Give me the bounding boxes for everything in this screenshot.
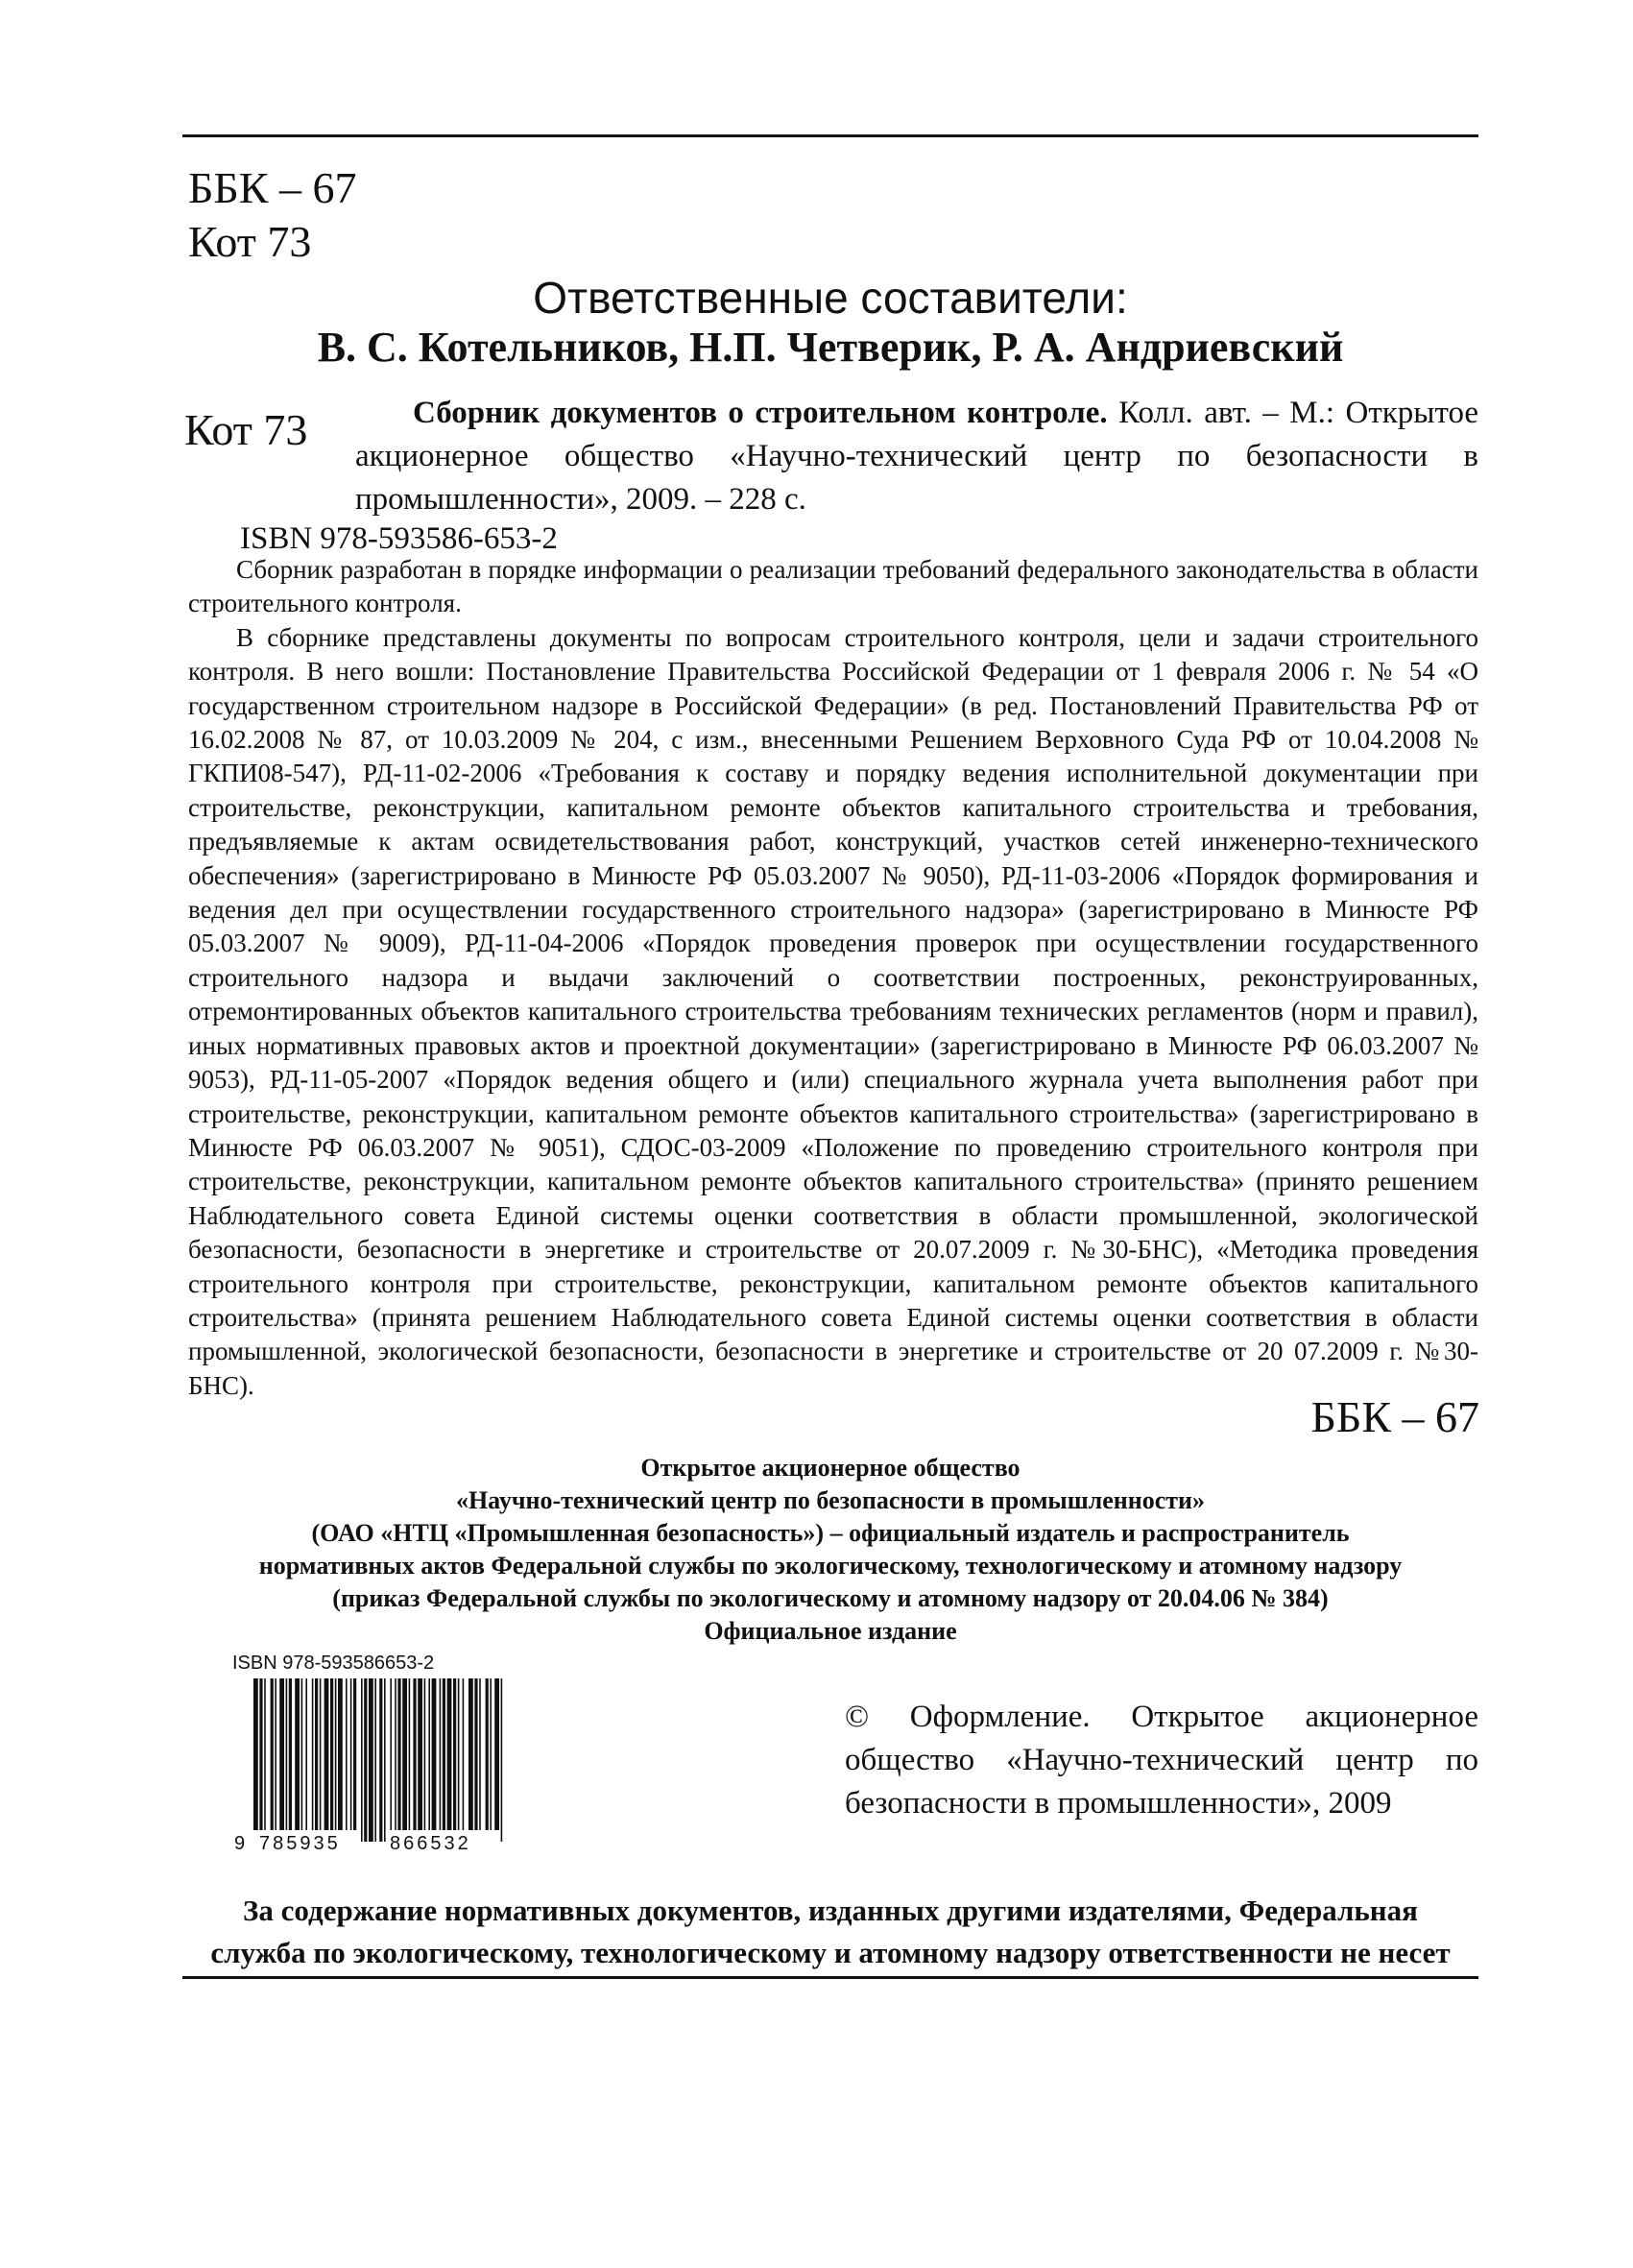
barcode-bar xyxy=(330,1678,333,1842)
responsible-compilers-title: Ответственные составители: xyxy=(533,273,1128,323)
disclaimer-line-2: служба по экологическому, технологическому и атомному надзору ответственности не несет xyxy=(210,1936,1451,1969)
barcode-bars xyxy=(253,1678,502,1842)
barcode-bar xyxy=(443,1678,445,1842)
barcode-bar xyxy=(413,1678,416,1842)
publisher-line-3: (ОАО «НТЦ «Промышленная безопасность») – официальный издатель и распространитель xyxy=(311,1519,1350,1547)
barcode-bar xyxy=(479,1678,481,1842)
bottom-rule xyxy=(182,1976,1478,1979)
barcode-bar xyxy=(286,1678,288,1842)
barcode-bar xyxy=(279,1678,284,1842)
barcode-bar xyxy=(305,1678,307,1842)
barcode-bar xyxy=(494,1678,499,1842)
book-description: Колл. авт. – М.: Открытое акционерное общество «Научно-технический центр по безопасности в промышленности», 2009. – 228 с. xyxy=(355,396,1478,517)
barcode-bar xyxy=(428,1678,430,1842)
barcode-bar xyxy=(364,1678,367,1842)
publisher-line-4: нормативных актов Федеральной службы по экологическому, технологическому и атомному надзору xyxy=(258,1552,1403,1580)
barcode-digits-right: 866532 xyxy=(390,1833,471,1854)
publisher-line-2: «Научно-технический центр по безопасности в промышленности» xyxy=(455,1486,1206,1514)
publisher-info xyxy=(182,1452,1478,1648)
barcode-digit-lead: 9 xyxy=(234,1833,246,1854)
catalog-code: Кот 73 xyxy=(184,405,308,454)
barcode-bar xyxy=(468,1678,473,1842)
barcode-bar xyxy=(301,1678,303,1842)
copyright-notice: © Оформление. Открытое акционерное общество «Научно-технический центр по безопасности в промышленности», 2009 xyxy=(845,1700,1478,1821)
authors-list: В. С. Котельников, Н.П. Четверик, Р. А. Андриевский xyxy=(317,324,1344,371)
barcode-bar xyxy=(440,1678,442,1842)
barcode-bar xyxy=(320,1678,322,1842)
barcode-bar xyxy=(275,1678,276,1842)
publisher-line-5: (приказ Федеральной службы по экологическому и атомному надзору от 20.04.06 № 384) xyxy=(332,1584,1329,1612)
abstract xyxy=(188,553,1478,1403)
bbk-index: ББК – 67 xyxy=(188,163,357,212)
barcode-bar xyxy=(361,1678,363,1842)
barcode-bar xyxy=(490,1678,492,1842)
barcode-bar xyxy=(397,1678,400,1842)
abstract-paragraph-2: В сборнике представлены документы по вопросам строительного контроля, цели и задачи строительного контроля. В него вошли: Постановление Правительства Российской Федерации от 1 февраля 2006 г. № 54 «О государственном строительном надзоре в Российской Федерации» (в ред. Постановлений Правительства РФ от 16.02.2008 № 87, от 10.03.2009 № 204, с изм., внесенными Решением Верховного Суда РФ от 10.04.2008 № ГКПИ08-547), РД-11-02-2006 «Требования к составу и порядку ведения исполнительной документации при строительстве, реконструкции, капитальном ремонте объектов капитального строительства и требования, предъявляемые к актам освидетельствования работ, конструкций, участков сетей инженерно-технического обеспечения» (зарегистрировано в Минюсте РФ 05.03.2007 № 9050), РД-11-03-2006 «Порядок формирования и ведения дел при осуществлении государственного строительного надзора» (зарегистрировано в Минюсте РФ 05.03.2007 № 9009), РД-11-04-2006 «Порядок проведения проверок при осуществлении государственного строительного надзора и выдачи заключений о соответствии построенных, реконструированных, отремонтированных объектов капитального строительства требованиям технических регламентов (норм и правил), иных нормативных правовых актов и проектной документации» (зарегистрировано в Минюсте РФ 06.03.2007 № 9053), РД-11-05-2007 «Порядок ведения общего и (или) специального журнала учета выполнения работ при строительстве, реконструкции, капитальном ремонте объектов капитального строительства» (зарегистрировано в Минюсте РФ 06.03.2007 № 9051), СДОС-03-2009 «Положение по проведению строительного контроля при строительстве, реконструкции, капитальном ремонте объектов капитального строительства» (принято решением Наблюдательного совета Единой системы оценки соответствия в области промышленной, экологической безопасности, безопасности в энергетике и строительстве от 20.07.2009 г. №30-БНС), «Методика проведения строительного контроля при строительстве, реконструкции, капитальном ремонте объектов капитального строительства» (принята решением Наблюдательного совета Единой системы оценки соответствия в области промышленной, экологической безопасности, безопасности в энергетике и строительстве от 20 07.2009 г. №30-БНС). xyxy=(188,622,1478,1400)
barcode-bar xyxy=(271,1678,274,1842)
barcode-bar xyxy=(289,1678,292,1842)
book-title: Сборник документов о строительном контроле. xyxy=(413,396,1108,430)
barcode-bar xyxy=(264,1678,266,1842)
barcode-bar xyxy=(259,1678,262,1842)
barcode-bar xyxy=(353,1678,356,1842)
publisher-line-6: Официальное издание xyxy=(704,1617,957,1645)
barcode-bar xyxy=(335,1678,337,1842)
isbn: ISBN 978-593586-653-2 xyxy=(240,521,558,556)
barcode-bar xyxy=(395,1678,396,1842)
barcode-isbn: ISBN 978-593586653-2 xyxy=(232,1653,435,1674)
barcode-bar xyxy=(379,1678,382,1842)
disclaimer-line-1: За содержание нормативных документов, изданных другими издателями, Федеральная xyxy=(243,1894,1418,1927)
barcode xyxy=(232,1650,530,1855)
barcode-bar xyxy=(350,1678,352,1842)
barcode-bar xyxy=(295,1678,300,1842)
barcode-bar xyxy=(374,1678,376,1842)
barcode-bar xyxy=(501,1678,503,1842)
publisher-line-1: Открытое акционерное общество xyxy=(640,1454,1021,1482)
barcode-bar xyxy=(463,1678,465,1842)
barcode-bar xyxy=(338,1678,343,1842)
barcode-bar xyxy=(432,1678,437,1842)
responsibility-disclaimer xyxy=(182,1890,1478,1974)
bibliographic-entry xyxy=(355,392,1478,521)
barcode-bar xyxy=(384,1678,386,1842)
barcode-bar xyxy=(312,1678,314,1842)
author-mark: Кот 73 xyxy=(188,217,312,266)
barcode-digits-left: 785935 xyxy=(259,1833,341,1854)
top-rule xyxy=(182,134,1478,137)
bbk-index-right: ББК – 67 xyxy=(1310,1392,1479,1441)
barcode-bar xyxy=(424,1678,426,1842)
barcode-bar xyxy=(458,1678,460,1842)
barcode-bar xyxy=(418,1678,422,1842)
barcode-bar xyxy=(346,1678,348,1842)
barcode-bar xyxy=(253,1678,258,1842)
barcode-bar xyxy=(447,1678,452,1842)
barcode-bar xyxy=(486,1678,489,1842)
abstract-paragraph-1: Сборник разработан в порядке информации о реализации требований федерального законодательства в области строительного контроля. xyxy=(188,555,1478,618)
barcode-bar xyxy=(369,1678,373,1842)
barcode-bar xyxy=(324,1678,329,1842)
barcode-bar xyxy=(409,1678,411,1842)
barcode-bar xyxy=(474,1678,477,1842)
barcode-bar xyxy=(453,1678,456,1842)
barcode-bar xyxy=(402,1678,407,1842)
barcode-bar xyxy=(390,1678,392,1842)
barcode-bar xyxy=(315,1678,318,1842)
